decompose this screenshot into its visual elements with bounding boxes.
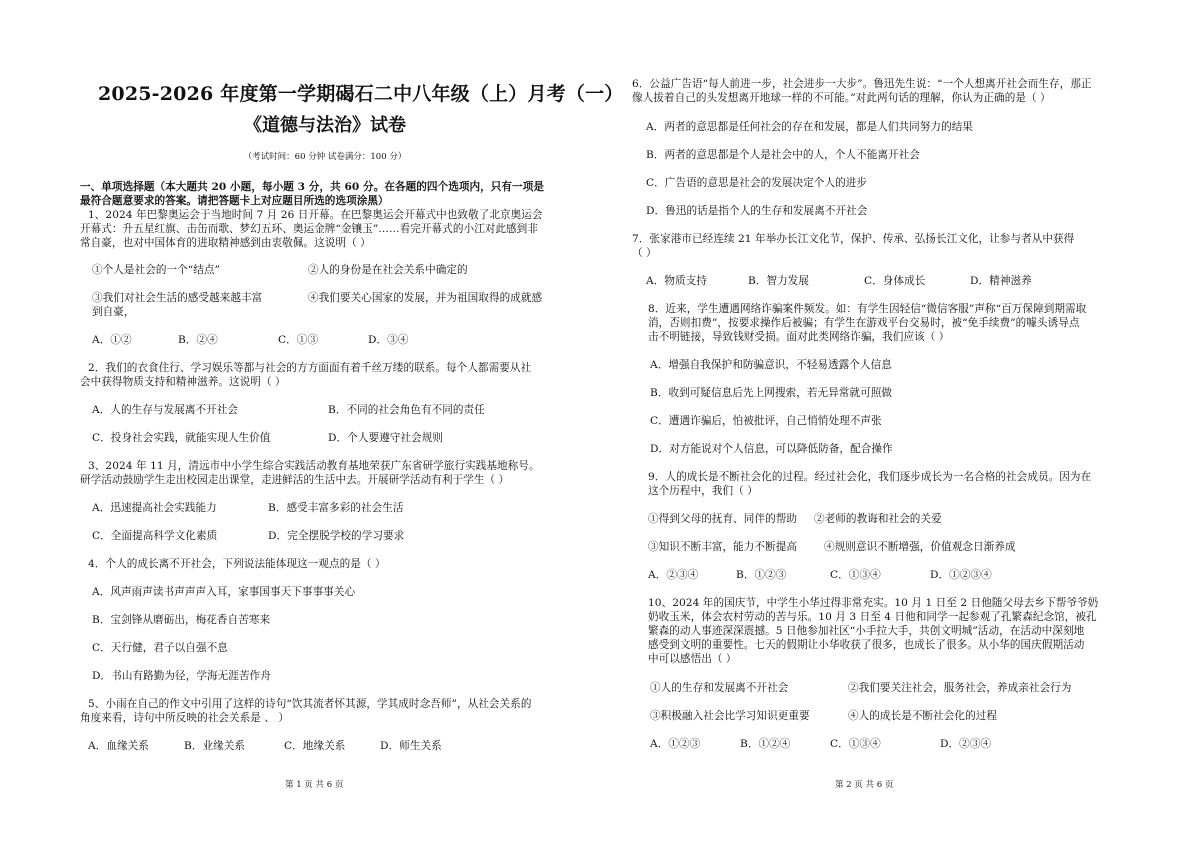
question-1-statement: ③我们对社会生活的感受越来越丰富 <box>92 292 263 304</box>
question-2-option: B．不同的社会角色有不同的责任 <box>328 404 485 416</box>
question-10-option: A．①②③ <box>650 738 701 750</box>
question-3-option: C．全面提高科学文化素质 <box>92 530 218 542</box>
question-1-statement: ②人的身份是在社会关系中确定的 <box>308 264 468 276</box>
question-8-option: C．遭遇诈骗后，怕被批评，自己悄悄处理不声张 <box>650 415 882 427</box>
question-1-statement: ①个人是社会的一个“结点” <box>92 264 221 276</box>
question-9-option: A．②③④ <box>648 569 699 581</box>
question-10-statement: ②我们要关注社会，服务社会，养成亲社会行为 <box>848 682 1072 694</box>
question-10-statement: ①人的生存和发展离不开社会 <box>650 682 789 694</box>
question-8-stem: 8．近来，学生遭遇网络诈骗案件频发。如：有学生因轻信“微信客服”声称“百万保障到期需取 <box>648 303 1087 315</box>
question-9-option: C．①③④ <box>830 569 881 581</box>
question-3-option: D．完全摆脱学校的学习要求 <box>268 530 405 542</box>
question-2-option: C．投身社会实践，就能实现人生价值 <box>92 432 271 444</box>
question-9-statement: ②老师的教诲和社会的关爱 <box>814 513 942 525</box>
question-9-stem: 9．人的成长是不断社会化的过程。经过社会化，我们逐步成长为一名合格的社会成员。因为在 <box>648 471 1092 483</box>
question-1-stem: 开幕式：升五星红旗、击缶而歌、梦幻五环、奥运金牌“金镶玉”……看完开幕式的小江对此感到非 <box>80 223 538 235</box>
question-7-option: B．智力发展 <box>748 275 810 287</box>
question-7-option: C．身体成长 <box>864 275 926 287</box>
question-5-option: B．业缘关系 <box>184 740 246 752</box>
question-10-statement: ④人的成长是不断社会化的过程 <box>848 710 998 722</box>
page-2 <box>632 0 1124 849</box>
question-5-stem: 角度来看，诗句中所反映的社会关系是 、 ） <box>80 712 290 724</box>
question-7-stem: 7．张家港市已经连续 21 年举办长江文化节，保护、传承、弘扬长江文化，让参与者从中获得 <box>632 233 1075 245</box>
question-2-option: D．个人要遵守社会规则 <box>328 432 443 444</box>
question-9-stem: 这个历程中，我们（ ） <box>648 485 758 497</box>
question-10-stem: 繁森的动人事迹深深震撼。5 日他参加社区“小手拉大手，共创文明城”活动，在活动中深刻地 <box>648 625 1085 637</box>
page-number: 第 2 页 共 6 页 <box>835 780 894 790</box>
page-1 <box>80 0 624 849</box>
question-10-option: B．①②④ <box>740 738 791 750</box>
question-6-option: D．鲁迅的话是指个人的生存和发展离不开社会 <box>646 205 868 217</box>
section-heading-cont: 最符合题意要求的答案。请把答题卡上对应题目所选的选项涂黑） <box>80 195 389 207</box>
question-10-stem: 中可以感悟出（ ） <box>648 653 737 665</box>
question-1-statement: 到自豪， <box>92 306 135 318</box>
question-4-option: C．天行健，君子以自强不息 <box>92 642 228 654</box>
question-9-statement: ④规则意识不断增强，价值观念日渐养成 <box>824 541 1016 553</box>
question-3-option: A．迅速提高社会实践能力 <box>92 502 217 514</box>
question-10-stem: 10、2024 年的国庆节，中学生小华过得非常充实。10 月 1 日至 2 日他随父母去乡下帮爷爷奶 <box>648 597 1099 609</box>
question-4-stem: 4．个人的成长离不开社会，下列说法能体现这一观点的是（ ） <box>88 558 386 570</box>
question-6-option: A．两者的意思都是任何社会的存在和发展，都是人们共同努力的结果 <box>646 121 974 133</box>
question-6-option: C．广告语的意思是社会的发展决定个人的进步 <box>646 177 868 189</box>
question-5-option: A．血缘关系 <box>88 740 149 752</box>
question-3-stem: 3、2024 年 11 月，清远市中小学生综合实践活动教育基地荣获广东省研学旅行实践基地称号。 <box>88 460 540 472</box>
question-4-option: B．宝剑锋从磨砺出，梅花香自苦寒来 <box>92 614 271 626</box>
question-6-stem: 6．公益广告语“每人前进一步，社会进步一大步”。鲁迅先生说：“一个人想离开社会而生存，那正 <box>632 78 1092 90</box>
page-number: 第 1 页 共 6 页 <box>285 780 344 790</box>
question-8-option: A．增强自我保护和防骗意识，不轻易透露个人信息 <box>650 359 892 371</box>
question-4-option: D．书山有路勤为径，学海无涯苦作舟 <box>92 670 271 682</box>
section-heading: 一、单项选择题（本大题共 20 小题，每小题 3 分，共 60 分。在各题的四个选项内，只有一项是 <box>80 181 544 193</box>
question-1-option: C．①③ <box>278 334 319 346</box>
question-9-statement: ①得到父母的抚育、同伴的帮助 <box>648 513 798 525</box>
question-6-stem: 像人拔着自己的头发想离开地球一样的不可能。”对此两句话的理解，你认为正确的是（ ） <box>632 92 1051 104</box>
question-1-option: A．①② <box>92 334 132 346</box>
question-1-stem: 1、2024 年巴黎奥运会于当地时间 7 月 26 日开幕。在巴黎奥运会开幕式中也致敬了北京奥运会 <box>88 209 543 221</box>
question-2-stem: 会中获得物质支持和精神滋养。这说明（ ） <box>80 376 286 388</box>
question-1-statement: ④我们要关心国家的发展，并为祖国取得的成就感 <box>308 292 543 304</box>
question-3-stem: 研学活动鼓励学生走出校园走出课堂，走进鲜活的生活中去。开展研学活动有利于学生（ ） <box>80 474 510 486</box>
question-8-option: D．对方能说对个人信息，可以降低防备，配合操作 <box>650 443 893 455</box>
question-5-stem: 5、小雨在自己的作文中引用了这样的诗句“饮其流者怀其源，学其成时念吾师”，从社会关系的 <box>88 698 532 710</box>
question-5-option: C．地缘关系 <box>284 740 346 752</box>
exam-subject-title: 《道德与法治》试卷 <box>244 115 406 136</box>
question-1-stem: 常自豪，也对中国体育的进取精神感到由衷敬佩。这说明（ ） <box>80 237 371 249</box>
question-8-stem: 消，否则扣费”，按要求操作后被骗；有学生在游戏平台交易时，被“免手续费”的噱头诱导点 <box>648 317 1080 329</box>
question-10-stem: 奶收玉米，体会农村劳动的苦与乐。10 月 3 日至 4 日他和同学一起参观了孔繁森纪念馆，被孔 <box>648 611 1097 623</box>
question-9-statement: ③知识不断丰富，能力不断提高 <box>648 541 798 553</box>
question-8-stem: 击不明链接，导致钱财受损。面对此类网络诈骗，我们应该（ ） <box>648 331 950 343</box>
exam-title: 2025-2026 年度第一学期碣石二中八年级（上）月考（一） <box>98 83 624 105</box>
question-1-option: B．②④ <box>178 334 218 346</box>
question-5-option: D．师生关系 <box>380 740 442 752</box>
question-9-option: D．①②③④ <box>930 569 992 581</box>
question-10-stem: 感受到文明的重要性。七天的假期让小华收获了很多，也成长了很多。从小华的国庆假期活动 <box>648 639 1085 651</box>
question-2-option: A．人的生存与发展离不开社会 <box>92 404 239 416</box>
question-4-option: A．风声雨声读书声声声入耳，家事国事天下事事事关心 <box>92 586 356 598</box>
question-2-stem: 2．我们的衣食住行、学习娱乐等都与社会的方方面面有着千丝万缕的联系。每个人都需要从社 <box>88 362 532 374</box>
question-7-option: D．精神滋养 <box>970 275 1032 287</box>
question-10-option: D．②③④ <box>940 738 992 750</box>
question-9-option: B．①②③ <box>736 569 787 581</box>
exam-info: （考试时间：60 分钟 试卷满分：100 分） <box>243 152 407 162</box>
question-10-option: C．①③④ <box>830 738 881 750</box>
question-10-statement: ③积极融入社会比学习知识更重要 <box>650 710 810 722</box>
question-7-stem: （ ） <box>632 247 657 259</box>
question-8-option: B．收到可疑信息后先上网搜索，若无异常就可照做 <box>650 387 892 399</box>
question-7-option: A．物质支持 <box>646 275 707 287</box>
question-6-option: B．两者的意思都是个人是社会中的人，个人不能离开社会 <box>646 149 920 161</box>
question-1-option: D．③④ <box>368 334 409 346</box>
question-3-option: B．感受丰富多彩的社会生活 <box>268 502 404 514</box>
